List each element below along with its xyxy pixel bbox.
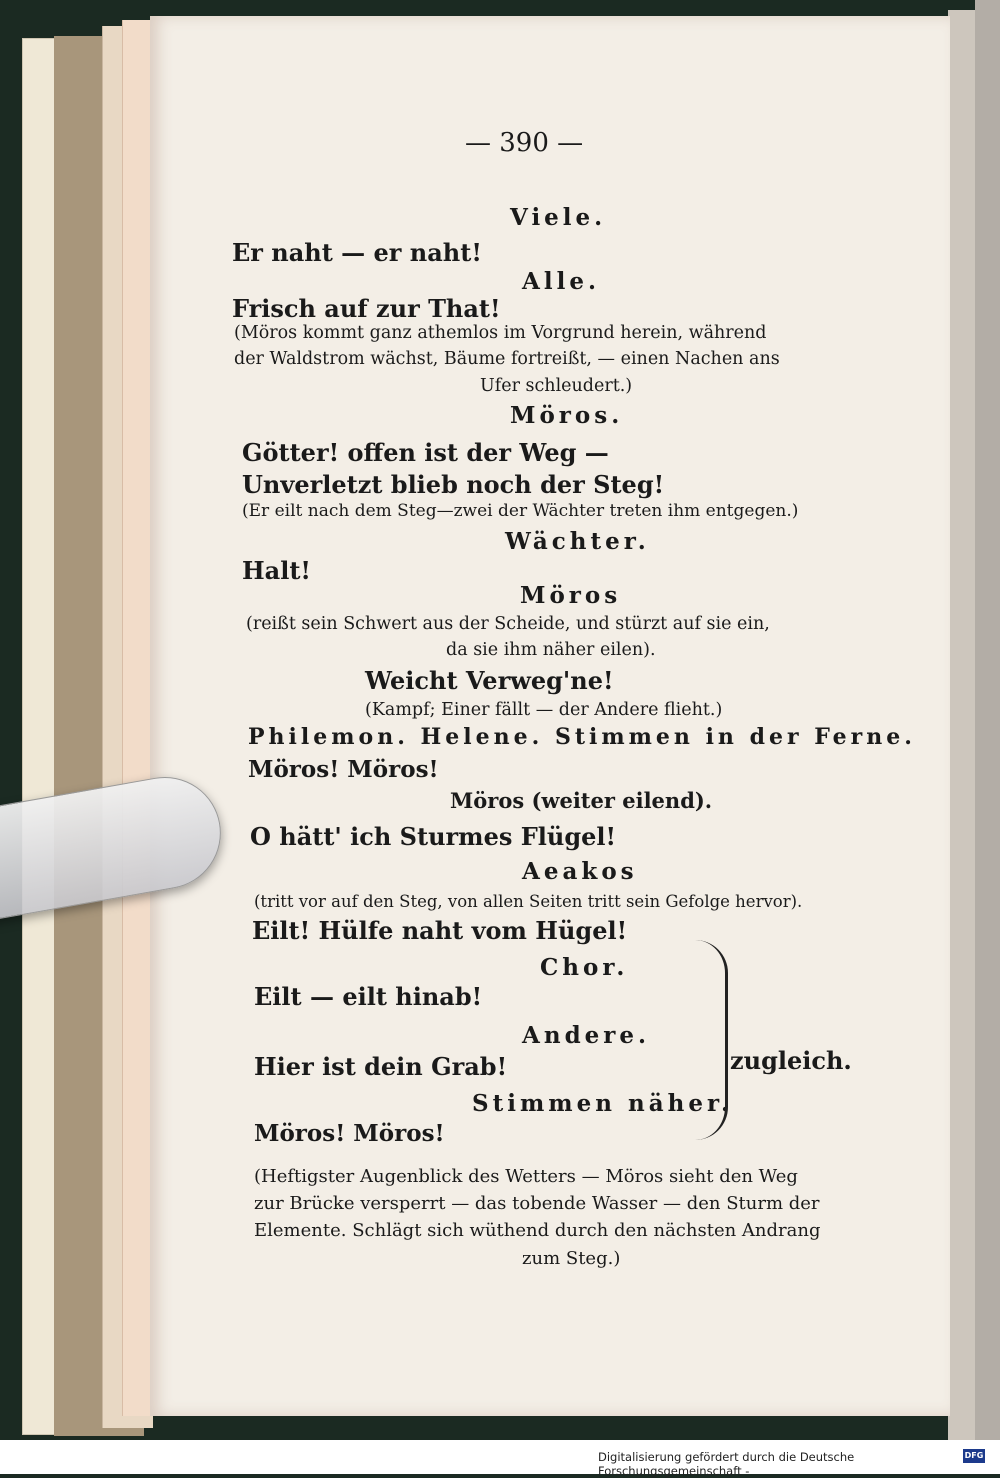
stage-direction: (reißt sein Schwert aus der Scheide, und stürzt auf sie ein, <box>246 614 770 634</box>
speaker-line: Aeakos <box>522 858 638 885</box>
book-page <box>150 16 950 1416</box>
digitization-credit: Digitalisierung gefördert durch die Deutsche Forschungsgemeinschaft - <box>598 1450 855 1478</box>
verse-line: Möros! Möros! <box>254 1120 445 1147</box>
verse-line: Möros! Möros! <box>248 756 439 783</box>
dfg-logo: DFG <box>963 1449 985 1463</box>
speaker-line: Alle. <box>522 268 600 295</box>
verse-line: Götter! offen ist der Weg — <box>242 438 609 467</box>
speaker-line: Möros (weiter eilend). <box>450 788 713 813</box>
verse-line: O hätt' ich Sturmes Flügel! <box>250 822 617 851</box>
verse-line: Hier ist dein Grab! <box>254 1052 508 1081</box>
stage-direction: Ufer schleudert.) <box>480 376 633 396</box>
speaker-line: Chor. <box>540 954 629 981</box>
stage-direction: zum Steg.) <box>522 1248 621 1269</box>
speaker-line: Andere. <box>522 1022 651 1049</box>
verse-line: Halt! <box>242 556 311 585</box>
stage-direction: (Heftigster Augenblick des Wetters — Möros sieht den Weg <box>254 1166 798 1187</box>
page-number: — 390 — <box>465 128 584 158</box>
stage-direction: (Kampf; Einer fällt — der Andere flieht.) <box>365 700 723 720</box>
speaker-line: Möros <box>520 582 622 609</box>
verse-line: Frisch auf zur That! <box>232 294 501 323</box>
stage-direction: da sie ihm näher eilen). <box>446 640 656 660</box>
verse-line: Unverletzt blieb noch der Steg! <box>242 470 665 499</box>
simultaneous-bracket <box>695 940 728 1140</box>
simultaneous-label: zugleich. <box>730 1046 852 1075</box>
verse-line: Er naht — er naht! <box>232 238 482 267</box>
speaker-line: Viele. <box>510 204 607 231</box>
speaker-line: Stimmen näher. <box>472 1090 734 1117</box>
speaker-line: Möros. <box>510 402 624 429</box>
stage-direction: Elemente. Schlägt sich wüthend durch den nächsten Andrang <box>254 1220 821 1241</box>
stage-direction: (Möros kommt ganz athemlos im Vorgrund herein, während <box>234 323 767 343</box>
stage-direction: zur Brücke versperrt — das tobende Wasser — den Sturm der <box>254 1193 820 1214</box>
stage-direction: der Waldstrom wächst, Bäume fortreißt, — einen Nachen ans <box>234 349 780 369</box>
speaker-line: Philemon. Helene. Stimmen in der Ferne. <box>248 724 916 750</box>
verse-line: Eilt! Hülfe naht vom Hügel! <box>252 916 628 945</box>
facing-page-shadow <box>975 0 1000 1440</box>
stage-direction: (Er eilt nach dem Steg—zwei der Wächter treten ihm entgegen.) <box>242 501 799 521</box>
verse-line: Eilt — eilt hinab! <box>254 982 483 1011</box>
verse-line: Weicht Verweg'ne! <box>365 666 614 695</box>
speaker-line: Wächter. <box>505 528 650 555</box>
stage-direction: (tritt vor auf den Steg, von allen Seiten tritt sein Gefolge hervor). <box>254 892 803 911</box>
